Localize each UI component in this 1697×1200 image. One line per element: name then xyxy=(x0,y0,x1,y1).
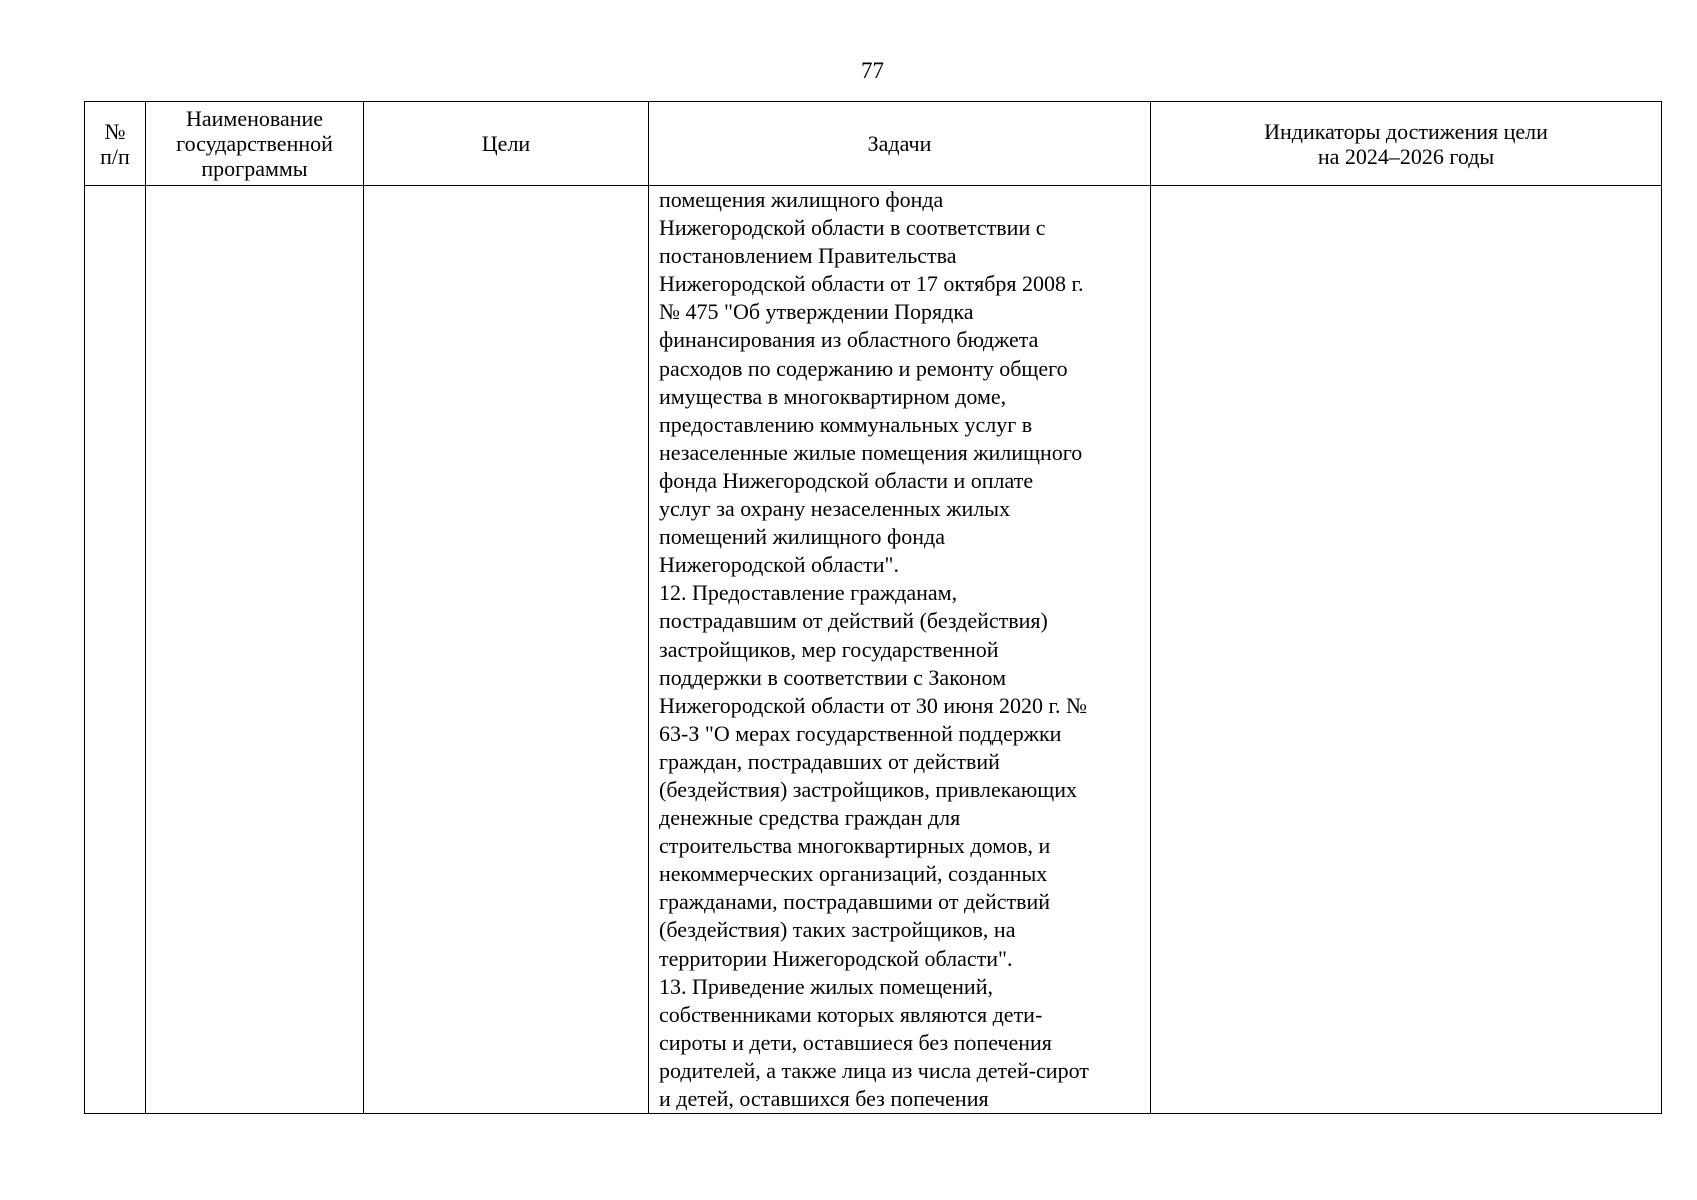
task-text-line: помещения жилищного фонда xyxy=(659,187,944,212)
task-text-line: граждан, пострадавших от действий xyxy=(659,748,1000,774)
task-text-line: денежные средства граждан для xyxy=(659,805,961,831)
table-row xyxy=(85,186,1662,1114)
cell-num xyxy=(85,186,146,1114)
header-tasks: Задачи xyxy=(649,102,1151,186)
task-text-line: постановлением Правительства xyxy=(659,243,957,269)
task-text-line: Нижегородской области от 30 июня 2020 г. № xyxy=(659,692,1087,718)
task-text-line: родителей, а также лица из числа детей-сирот xyxy=(659,1057,1089,1083)
task-text-line: (бездействия) застройщиков, привлекающих xyxy=(659,776,1077,802)
task-text-line: финансирования из областного бюджета xyxy=(659,327,1039,353)
task-text-line: 12. Предоставление гражданам, xyxy=(659,580,958,606)
task-text-line: № 475 "Об утверждении Порядка xyxy=(659,299,974,325)
task-text-line: некоммерческих организаций, созданных xyxy=(659,861,1048,887)
task-text-line: предоставлению коммунальных услуг в xyxy=(659,411,1033,437)
task-text-line: фонда Нижегородской области и оплате xyxy=(659,467,1034,493)
cell-program-name xyxy=(146,186,364,1114)
task-text-line: собственниками которых являются дети- xyxy=(659,1001,1043,1027)
task-text-line: гражданами, пострадавшими от действий xyxy=(659,889,1051,915)
header-program-name: Наименование государственной программы xyxy=(146,102,364,186)
task-text-line: незаселенные жилые помещения жилищного xyxy=(659,439,1083,465)
task-text-line: 63-З "О мерах государственной поддержки xyxy=(659,720,1062,746)
cell-tasks xyxy=(649,186,1151,1114)
task-text-line: помещений жилищного фонда xyxy=(659,524,945,550)
cell-indicators xyxy=(1151,186,1662,1114)
header-num: № п/п xyxy=(85,102,146,186)
task-text-line: застройщиков, мер государственной xyxy=(659,636,999,662)
task-text-line: Нижегородской области в соответствии с xyxy=(659,215,1046,241)
task-text-line: услуг за охрану незаселенных жилых xyxy=(659,496,1011,522)
task-text-line: Нижегородской области от 17 октября 2008 г. xyxy=(659,271,1084,297)
header-goals: Цели xyxy=(364,102,649,186)
task-text-line: строительства многоквартирных домов, и xyxy=(659,833,1051,859)
task-text-line: (бездействия) таких застройщиков, на xyxy=(659,917,1016,943)
task-text-line: расходов по содержанию и ремонту общего xyxy=(659,355,1068,381)
task-text-line: Нижегородской области". xyxy=(659,552,900,578)
task-text-line: сироты и дети, оставшиеся без попечения xyxy=(659,1029,1052,1055)
task-text-line: пострадавшим от действий (бездействия) xyxy=(659,608,1048,634)
task-text-line: территории Нижегородской области". xyxy=(659,945,1013,971)
cell-goals xyxy=(364,186,649,1114)
task-text-line: имущества в многоквартирном доме, xyxy=(659,383,1007,409)
task-text-line: 13. Приведение жилых помещений, xyxy=(659,973,993,999)
program-table xyxy=(84,101,1662,1114)
page-number: 77 xyxy=(861,58,884,83)
task-text-line: поддержки в соответствии с Законом xyxy=(659,664,1007,690)
header-indicators: Индикаторы достижения цели на 2024–2026 годы xyxy=(1151,102,1662,186)
task-text-line: и детей, оставшихся без попечения xyxy=(659,1086,989,1111)
table-header-row xyxy=(85,102,1662,186)
